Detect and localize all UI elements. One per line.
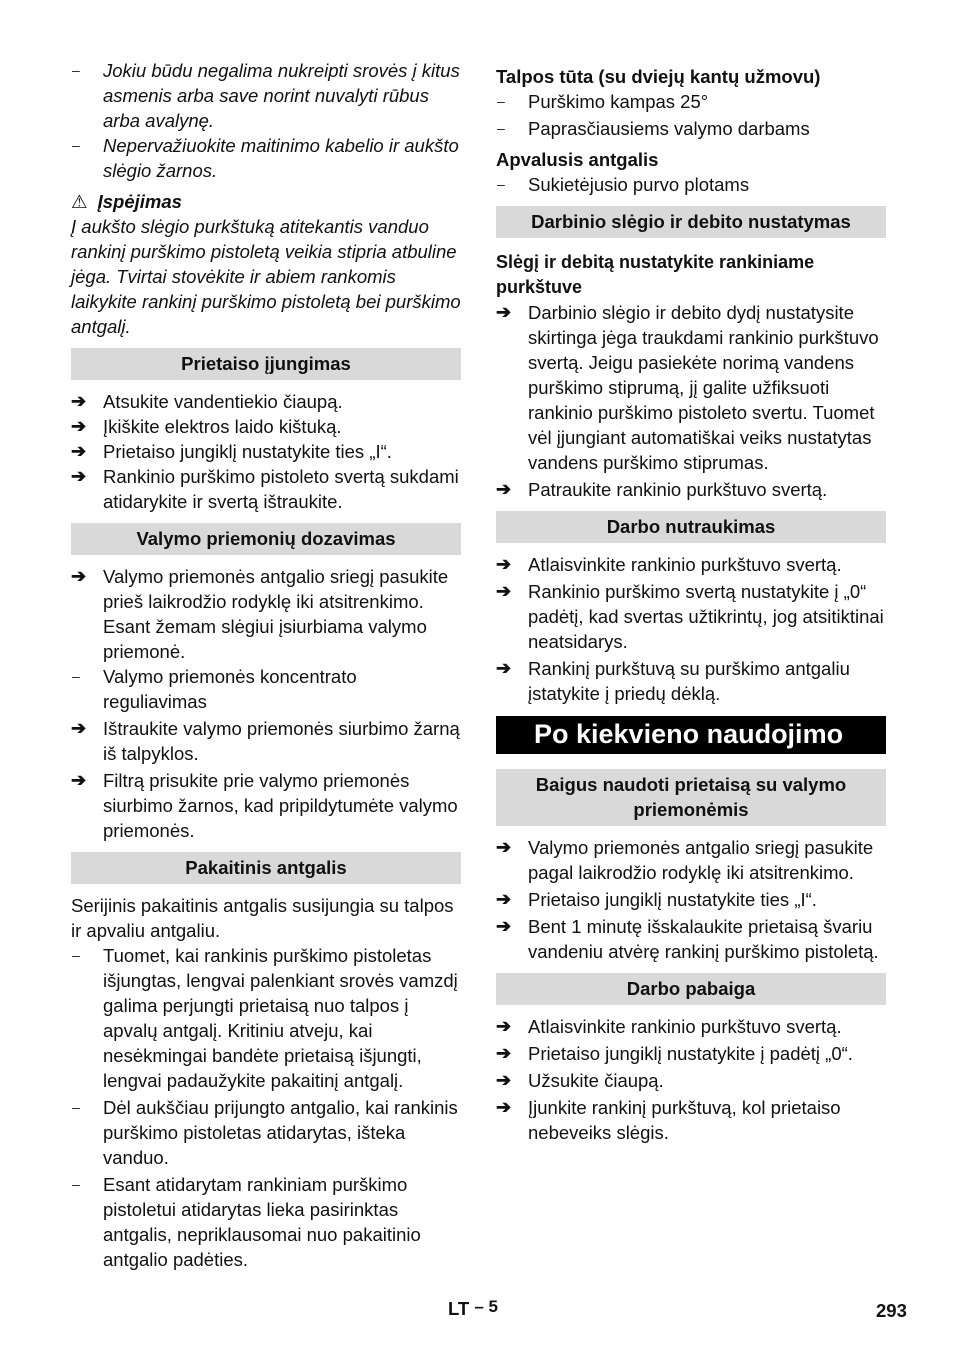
arrow-icon: ➔ [496, 554, 512, 574]
item-text: Patraukite rankinio purkštuvo svertą. [528, 479, 828, 500]
list-item [71, 943, 461, 1093]
section-heading-end-of-work: Darbo pabaiga [496, 973, 886, 1005]
section-heading-interruption: Darbo nutraukimas [496, 511, 886, 543]
dash-bullet: – [72, 62, 80, 78]
list-item [496, 914, 886, 964]
list-item [496, 1014, 886, 1039]
section-heading-detergent-dosing: Valymo priemonių dozavimas [71, 523, 461, 555]
list-item [71, 464, 461, 514]
footer-page-label: – 5 [474, 1297, 499, 1316]
item-text: Paprasčiausiems valymo darbams [528, 118, 810, 139]
item-text: Įkiškite elektros laido kištuką. [103, 416, 342, 437]
list-item [71, 1172, 461, 1272]
item-text: Prietaiso jungiklį nustatykite ties „I“. [103, 441, 392, 462]
item-text: Valymo priemonės koncentrato reguliavimas [103, 666, 357, 712]
list-item [71, 414, 461, 439]
item-text: Atsukite vandentiekio čiaupą. [103, 391, 343, 412]
item-text: Filtrą prisukite prie valymo priemonės siurbimo žarnos, kad pripildytumėte valymo priemonės. [103, 770, 458, 841]
dash-bullet: – [72, 668, 80, 684]
section-heading-power-on: Prietaiso įjungimas [71, 348, 461, 380]
item-text: Purškimo kampas 25° [528, 91, 709, 112]
dash-bullet: – [497, 93, 505, 109]
list-item [496, 300, 886, 475]
list-item [71, 768, 461, 843]
list-item [71, 1095, 461, 1170]
arrow-icon: ➔ [496, 889, 512, 909]
item-text: Nepervažiuokite maitinimo kabelio ir aukšto slėgio žarnos. [103, 135, 459, 181]
list-item [71, 716, 461, 766]
list-item [71, 58, 461, 133]
arrow-icon: ➔ [71, 770, 87, 790]
arrow-icon: ➔ [496, 658, 512, 678]
arrow-icon: ➔ [71, 718, 87, 738]
item-text: Darbinio slėgio ir debito dydį nustatysite skirtinga jėga traukdami rankinio purkštuvo svertą. Jeigu pasiekėte norimą vandens purškimo stiprumą, jį galite užfiksuoti rankinio purškimo pistoleto svertu. Tuomet vėl įjungiant automatiškai veiks nustatytas vandens purškimo stiprumas. [528, 302, 879, 473]
list-item [496, 116, 886, 141]
list-item [496, 89, 886, 114]
item-text: Bent 1 minutę išskalaukite prietaisą švariu vandeniu atvėrę rankinį purškimo pistoletą. [528, 916, 879, 962]
subheading-pressure: Slėgį ir debitą nustatykite rankiniame purkštuve [496, 252, 815, 297]
arrow-icon: ➔ [496, 1070, 512, 1090]
paragraph: Serijinis pakaitinis antgalis susijungia su talpos ir apvaliu antgaliu. [71, 895, 454, 941]
item-text: Prietaiso jungiklį nustatykite ties „I“. [528, 889, 817, 910]
item-text: Rankinio purškimo pistoleto svertą sukdami atidarykite ir svertą ištraukite. [103, 466, 459, 512]
arrow-icon: ➔ [496, 916, 512, 936]
arrow-icon: ➔ [71, 566, 87, 586]
arrow-icon: ➔ [496, 1043, 512, 1063]
item-text: Atlaisvinkite rankinio purkštuvo svertą. [528, 554, 842, 575]
dash-bullet: – [72, 1176, 80, 1192]
item-text: Rankinio purškimo svertą nustatykite į „0“ padėtį, kad svertas užtikrintų, jog atsitiktinai neatsidarys. [528, 581, 884, 652]
list-item [496, 656, 886, 706]
item-text: Atlaisvinkite rankinio purkštuvo svertą. [528, 1016, 842, 1037]
item-text: Jokiu būdu negalima nukreipti srovės į kitus asmenis arba save norint nuvalyti rūbus arba avalynę. [103, 60, 460, 131]
arrow-icon: ➔ [496, 1097, 512, 1117]
footer-language-page [448, 1296, 498, 1322]
arrow-icon: ➔ [71, 391, 87, 411]
dash-bullet: – [497, 176, 505, 192]
arrow-icon: ➔ [496, 302, 512, 322]
arrow-icon: ➔ [496, 1016, 512, 1036]
dash-bullet: – [72, 137, 80, 153]
arrow-icon: ➔ [496, 837, 512, 857]
list-item [71, 389, 461, 414]
subheading-round-nozzle: Apvalusis antgalis [496, 149, 659, 170]
arrow-icon: ➔ [496, 479, 512, 499]
item-text: Valymo priemonės antgalio sriegį pasukite pagal laikrodžio rodyklę iki atsitrenkimo. [528, 837, 874, 883]
list-item [496, 1095, 886, 1145]
item-text: Tuomet, kai rankinis purškimo pistoletas išjungtas, lengvai palenkiant srovės vamzdį galima perjungti prietaisą nuo talpos į apvalų antgalį. Kritiniu atveju, kai nesėkmingai bandėte prietaisą išjungti, lengvai padaužykite pakaitinį antgalį. [103, 945, 458, 1091]
item-text: Dėl aukščiau prijungto antgalio, kai rankinis purškimo pistoletas atidarytas, išteka vanduo. [103, 1097, 458, 1168]
section-heading-switch-nozzle: Pakaitinis antgalis [71, 852, 461, 884]
section-heading-pressure-setting: Darbinio slėgio ir debito nustatymas [496, 206, 886, 238]
list-item [71, 133, 461, 183]
arrow-icon: ➔ [71, 416, 87, 436]
list-item [496, 579, 886, 654]
arrow-icon: ➔ [496, 581, 512, 601]
warning-heading [71, 189, 461, 214]
list-item [71, 439, 461, 464]
dash-bullet: – [72, 947, 80, 963]
list-item [496, 552, 886, 577]
warning-title: Įspėjimas [97, 191, 182, 212]
list-item [496, 1068, 886, 1093]
list-item [496, 172, 886, 197]
item-text: Prietaiso jungiklį nustatykite į padėtį „0“. [528, 1043, 853, 1064]
item-text: Rankinį purkštuvą su purškimo antgaliu įstatykite į priedų dėklą. [528, 658, 850, 704]
footer-language: LT [448, 1298, 470, 1319]
page-number: 293 [876, 1300, 907, 1321]
warning-text: Į aukšto slėgio purkštuką atitekantis vanduo rankinį purškimo pistoletą veikia stipria atbuline jėga. Tvirtai stovėkite ir abiem rankomis laikykite rankinį purškimo pistoletą bei purškimo antgalį. [71, 216, 461, 337]
list-item [71, 564, 461, 664]
chapter-banner: Po kiekvieno naudojimo [496, 716, 886, 754]
list-item [496, 835, 886, 885]
arrow-icon: ➔ [71, 466, 87, 486]
right-column [496, 64, 886, 1145]
list-item [496, 1041, 886, 1066]
dash-bullet: – [72, 1099, 80, 1115]
arrow-icon: ➔ [71, 441, 87, 461]
item-text: Esant atidarytam rankiniam purškimo pistoletui atidarytas lieka pasirinktas antgalis, nepriklausomai nuo pakaitinio antgalio padėties. [103, 1174, 421, 1270]
left-column [71, 58, 461, 1272]
item-text: Ištraukite valymo priemonės siurbimo žarną iš talpyklos. [103, 718, 460, 764]
list-item [71, 664, 461, 714]
item-text: Įjunkite rankinį purkštuvą, kol prietaiso nebeveiks slėgis. [528, 1097, 841, 1143]
subheading-container-nozzle: Talpos tūta (su dviejų kantų užmovu) [496, 66, 821, 87]
item-text: Užsukite čiaupą. [528, 1070, 664, 1091]
dash-bullet: – [497, 120, 505, 136]
item-text: Valymo priemonės antgalio sriegį pasukite prieš laikrodžio rodyklę iki atsitrenkimo. Esant žemam slėgiui įsiurbiama valymo priemonė. [103, 566, 449, 662]
list-item [496, 477, 886, 502]
item-text: Sukietėjusio purvo plotams [528, 174, 750, 195]
section-heading-after-detergent: Baigus naudoti prietaisą su valymo priemonėmis [496, 769, 886, 826]
warning-icon: ⚠ [71, 191, 88, 212]
list-item [496, 887, 886, 912]
